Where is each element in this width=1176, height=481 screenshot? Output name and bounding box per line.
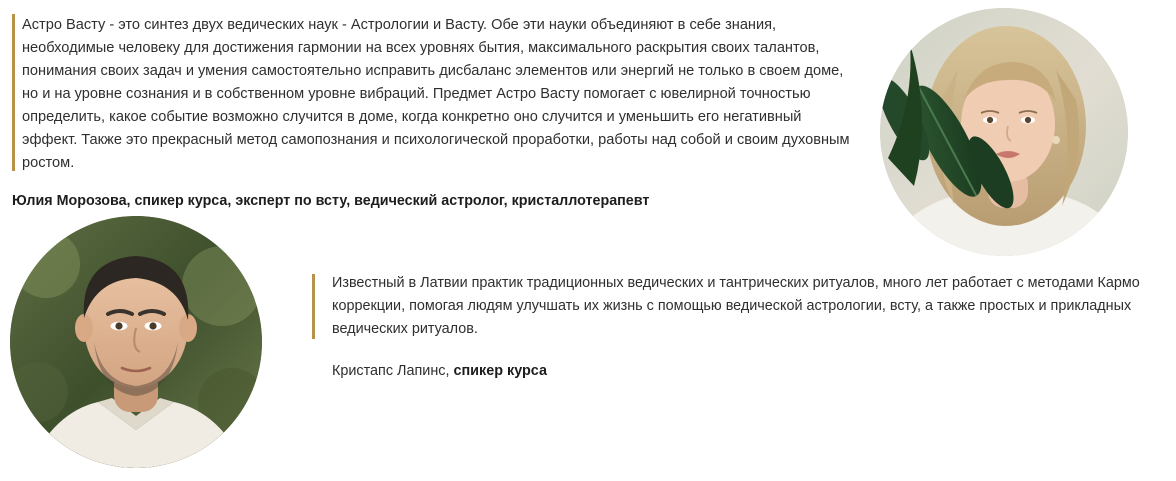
quote-one-text: Астро Васту - это синтез двух ведических наук - Астрологии и Васту. Обе эти науки объединяют в себе знания, необходимые человеку для достижения гармонии на всех уровнях бытия, максимального раскрытия своих талантов, понимания своих задач и умения самостоятельно исправить дисбаланс элементов или энергий не только в своем доме, но и на уровне сознания и в собственном уровне вибраций. Предмет Астро Васту помогает с ювелирной точностью определить, какое событие возможно случится в доме, когда конкретно оно случится и уменьшить его негативный эффект. Также это прекрасный метод самопознания и психологической проработки, работы над собой и своим духовным ростом. [22, 17, 850, 171]
speaker-two-name: Кристапс Лапинс, [332, 363, 454, 379]
testimonial-block-one [0, 0, 880, 209]
quote-accent-bar [12, 14, 15, 171]
portrait-woman-image [880, 8, 1128, 256]
portrait-man [10, 216, 262, 468]
speaker-one-name: Юлия Морозова, спикер курса, эксперт по всту, ведический астролог, кристаллотерапевт [12, 193, 650, 209]
testimonial-block-two [312, 272, 1152, 379]
quote-two-text: Известный в Латвии практик традиционных ведических и тантрических ритуалов, много лет работает с методами Кармо коррекции, помогая людям улучшать их жизнь с помощью ведической астрологии, всту, а также простых и прикладных ведических ритуалов. [332, 275, 1140, 337]
portrait-man-image [10, 216, 262, 468]
quote-accent-bar-two [312, 274, 315, 339]
quote-two [312, 272, 1152, 341]
portrait-woman [880, 8, 1128, 256]
speaker-two-line [312, 363, 1152, 379]
quote-one [0, 0, 880, 179]
speaker-two-role: спикер курса [453, 363, 547, 379]
